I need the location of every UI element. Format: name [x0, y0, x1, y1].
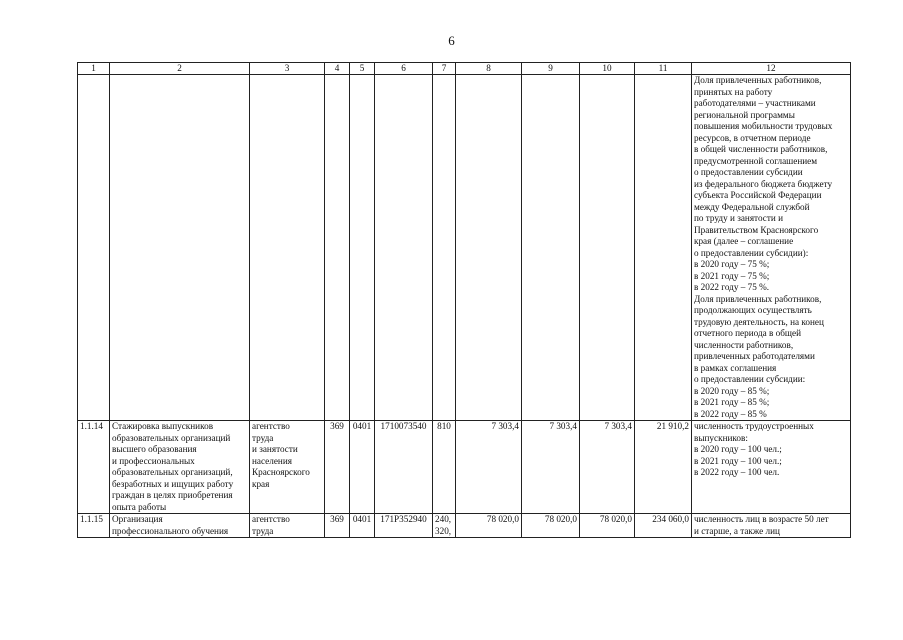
text-line: профессионального обучения — [112, 525, 229, 536]
cell-empty — [375, 75, 433, 421]
amount-2021: 7 303,4 — [522, 421, 580, 514]
text-line: и профессиональных — [112, 455, 195, 466]
text-line: в 2020 году – 100 чел.; — [694, 444, 782, 454]
amount-2022: 7 303,4 — [580, 421, 635, 514]
text-line: и занятости — [252, 444, 298, 454]
text-line: численность трудоустроенных — [694, 421, 814, 431]
text-line: в 2022 году – 100 чел. — [694, 467, 780, 477]
cell-empty — [350, 75, 375, 421]
text-line: 240, — [435, 514, 452, 524]
table-row-1-1-15 — [78, 514, 851, 538]
text-line: Организация — [112, 514, 163, 524]
text-line: агентство — [252, 514, 290, 524]
text-line: трудовую деятельность, на конец — [694, 316, 824, 327]
text-line: Доля привлеченных работников, — [694, 293, 822, 304]
text-line: по труду и занятости и — [694, 213, 783, 223]
target-article: 171P352940 — [375, 514, 433, 538]
column-header: 7 — [433, 63, 456, 75]
column-header: 4 — [325, 63, 350, 75]
cell-empty — [580, 75, 635, 421]
cell-empty — [325, 75, 350, 421]
text-line: 320, — [435, 525, 452, 536]
event-name — [110, 421, 250, 514]
column-header: 3 — [250, 63, 325, 75]
text-line: Правительством Красноярского — [694, 224, 819, 235]
page-number: 6 — [448, 33, 455, 48]
text-line: Стажировка выпускников — [112, 421, 214, 431]
text-line: о предоставлении субсидии: — [694, 374, 806, 384]
program-table — [77, 62, 851, 538]
text-line: безработных и ищущих работу — [112, 478, 234, 489]
table-row-1-1-14 — [78, 421, 851, 514]
section-code: 0401 — [350, 421, 375, 514]
text-line: повышения мобильности трудовых — [694, 121, 833, 131]
column-header: 8 — [456, 63, 522, 75]
cell-empty — [456, 75, 522, 421]
cell-empty — [433, 75, 456, 421]
section-code: 0401 — [350, 514, 375, 538]
text-line: из федерального бюджета бюджету — [694, 178, 833, 189]
indicator-cell — [692, 421, 851, 514]
column-header: 6 — [375, 63, 433, 75]
text-line: выпускников: — [694, 432, 748, 443]
table-row-continued — [78, 75, 851, 421]
text-line: в 2022 году – 75 %. — [694, 282, 770, 292]
text-line: региональной программы — [694, 109, 795, 120]
amount-2021: 78 020,0 — [522, 514, 580, 538]
text-line: высшего образования — [112, 444, 197, 454]
column-header: 11 — [635, 63, 692, 75]
column-header: 10 — [580, 63, 635, 75]
text-line: в 2020 году – 75 %; — [694, 259, 770, 269]
cell-empty — [635, 75, 692, 421]
cell-empty — [522, 75, 580, 421]
grbs-code: 369 — [325, 514, 350, 538]
cell-empty — [110, 75, 250, 421]
indicator-cell — [692, 514, 851, 538]
text-line: агентство — [252, 421, 290, 431]
amount-total: 21 910,2 — [635, 421, 692, 514]
text-line: края — [252, 478, 270, 489]
row-number: 1.1.15 — [78, 514, 110, 538]
text-line: граждан в целях приобретения — [112, 490, 233, 500]
column-header: 2 — [110, 63, 250, 75]
text-line: в 2020 году – 85 %; — [694, 385, 770, 396]
text-line: труда — [252, 432, 274, 443]
text-line: в 2021 году – 100 чел.; — [694, 455, 782, 466]
expense-type: 810 — [433, 421, 456, 514]
text-line: между Федеральной службой — [694, 201, 810, 212]
amount-2022: 78 020,0 — [580, 514, 635, 538]
column-header: 5 — [350, 63, 375, 75]
text-line: населения — [252, 455, 292, 466]
column-number-row — [78, 63, 851, 75]
text-line: в 2021 году – 75 %; — [694, 270, 770, 281]
text-line: Красноярского — [252, 467, 310, 477]
text-line: в общей численности работников, — [694, 144, 828, 154]
row-number: 1.1.14 — [78, 421, 110, 514]
text-line: в рамках соглашения — [694, 362, 777, 373]
grbs-code: 369 — [325, 421, 350, 514]
text-line: субъекта Российской Федерации — [694, 190, 822, 200]
text-line: принятых на работу — [694, 86, 773, 97]
amount-2020: 78 020,0 — [456, 514, 522, 538]
text-line: о предоставлении субсидии): — [694, 247, 809, 258]
indicator-cell — [692, 75, 851, 421]
text-line: численности работников, — [694, 339, 794, 350]
text-line: о предоставлении субсидии — [694, 167, 803, 177]
expense-type — [433, 514, 456, 538]
text-line: Доля привлеченных работников, — [694, 75, 822, 85]
executor — [250, 421, 325, 514]
text-line: труда — [252, 525, 274, 536]
column-header: 1 — [78, 63, 110, 75]
text-line: края (далее – соглашение — [694, 236, 794, 246]
text-line: отчетного периода в общей — [694, 328, 801, 338]
text-line: опыта работы — [112, 501, 167, 512]
amount-2020: 7 303,4 — [456, 421, 522, 514]
text-line: образовательных организаций — [112, 432, 231, 443]
text-line: численность лиц в возрасте 50 лет — [694, 514, 829, 524]
column-header: 9 — [522, 63, 580, 75]
text-line: в 2022 году – 85 % — [694, 408, 767, 419]
text-line: образовательных организаций, — [112, 467, 233, 477]
text-line: привлеченных работодателями — [694, 351, 815, 361]
column-header: 12 — [692, 63, 851, 75]
cell-empty — [250, 75, 325, 421]
text-line: и старше, а также лиц — [694, 525, 780, 536]
text-line: в 2021 году – 85 %; — [694, 397, 770, 407]
text-line: предусмотренной соглашением — [694, 155, 818, 166]
amount-total: 234 060,0 — [635, 514, 692, 538]
text-line: работодателями – участниками — [694, 98, 816, 108]
text-line: ресурсов, в отчетном периоде — [694, 132, 811, 143]
target-article: 1710073540 — [375, 421, 433, 514]
text-line: продолжающих осуществлять — [694, 305, 812, 315]
event-name — [110, 514, 250, 538]
executor — [250, 514, 325, 538]
cell-empty — [78, 75, 110, 421]
